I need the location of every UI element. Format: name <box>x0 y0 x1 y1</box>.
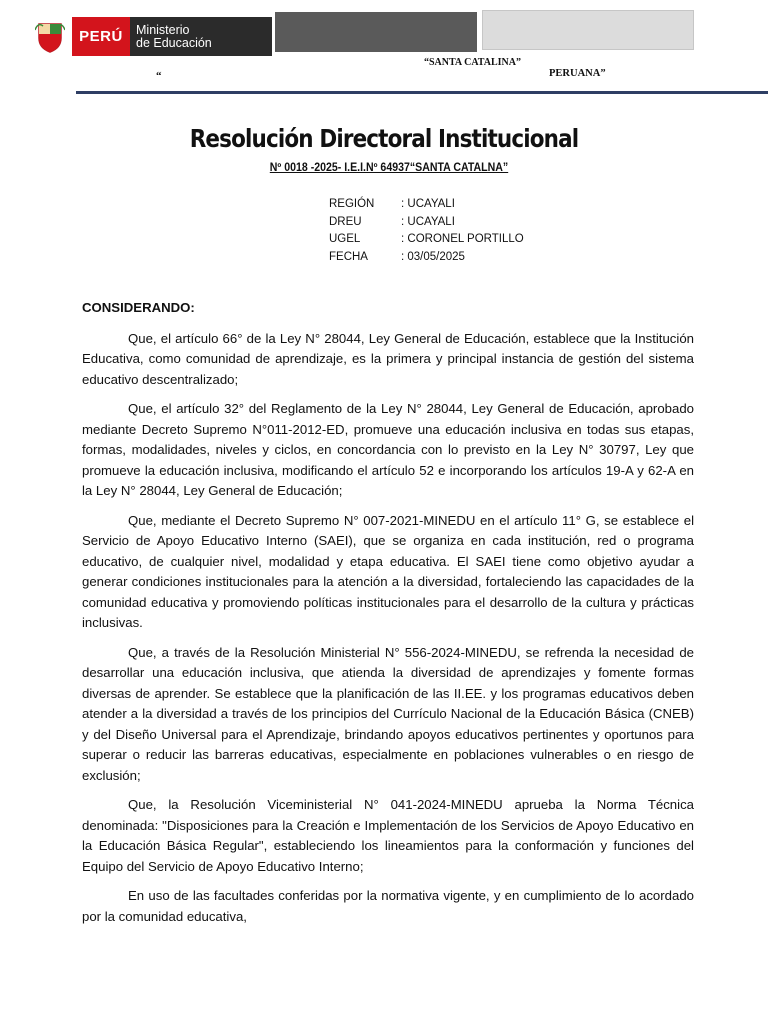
meta-value: : UCAYALI <box>401 215 455 228</box>
meta-row-ugel <box>329 231 524 249</box>
paragraph: En uso de las facultades conferidas por la normativa vigente, y en cumplimiento de lo acordado por la comunidad educativa, <box>82 888 694 924</box>
meta-key: REGIÓN <box>329 198 375 210</box>
document-body <box>82 298 694 936</box>
meta-key: DREU <box>329 215 362 228</box>
meta-key: FECHA <box>329 250 368 263</box>
header-school-name: “SANTA CATALINA” <box>424 57 521 68</box>
meta-row-date <box>329 249 524 267</box>
paragraph: Que, el artículo 32° del Reglamento de la Ley N° 28044, Ley General de Educación, aprobado mediante Decreto Supremo N°011-2012-ED, promueve una educación inclusiva en todas sus etapas, formas, modalidades, niveles y ciclos, en concordancia con lo previsto en la Ley N° 30797, Ley que promueve la educación inclusiva, modificando el artículo 52 e incorporando los artículos 19-A y 62-A en la Ley N° 28044, Ley General de Educación; <box>82 401 694 498</box>
paragraph: Que, la Resolución Viceministerial N° 041-2024-MINEDU aprueba la Norma Técnica denominada: "Disposiciones para la Creación e Implementación de los Servicios de Apoyo Educativo en la Educación Básica Regular", estableciendo los lineamientos para la conformación y funciones del Equipo del Servicio de Apoyo Educativo Interno; <box>82 797 694 874</box>
logo-country: PERÚ <box>72 17 130 56</box>
document-subtitle: Nº 0018 -2025- I.E.I.Nº 64937“SANTA CATALNA” <box>269 162 509 174</box>
logo-ministry-line2: de Educación <box>136 35 212 50</box>
meta-row-region <box>329 196 524 214</box>
section-heading: CONSIDERANDO: <box>82 300 195 315</box>
logo-ministry <box>130 17 272 56</box>
paragraph: Que, el artículo 66° de la Ley N° 28044, Ley General de Educación, establece que la Institución Educativa, como comunidad de aprendizaje, es la primera y principal instancia de gestión del sistema educativo descentralizado; <box>82 330 694 387</box>
meta-value: : 03/05/2025 <box>401 250 465 263</box>
header-quote-mark: “ <box>156 70 162 82</box>
paragraph: Que, a través de la Resolución Ministerial N° 556-2024-MINEDU, se refrenda la necesidad de desarrollar una educación inclusiva, que atienda la diversidad de aprendizajes y fomente formas diversas de aprender. Se establece que la planificación de las II.EE. y los programas educativos deben atender a la diversidad a través de los principios del Currículo Nacional de la Educación Básica (CNEB) y del Diseño Universal para el Aprendizaje, brindando apoyos educativos pertinentes y oportunos para superar o reducir las barreras educativas, especialmente en poblaciones vulnerables o en riesgo de exclusión; <box>82 644 694 783</box>
ministry-logo <box>28 17 272 56</box>
document-meta <box>329 196 524 266</box>
header-divider <box>76 91 768 94</box>
document-title: Resolución Directoral Institucional <box>189 124 579 153</box>
meta-key: UGEL <box>329 233 361 245</box>
meta-value: : UCAYALI <box>401 198 455 210</box>
header-banner-light <box>482 10 694 50</box>
meta-value: : CORONEL PORTILLO <box>401 233 524 245</box>
meta-row-dreu <box>329 214 524 232</box>
document-header <box>0 0 768 95</box>
paragraph: Que, mediante el Decreto Supremo N° 007-2021-MINEDU en el artículo 11° G, se establece el Servicio de Apoyo Educativo Interno (SAEI), que se organiza en cada institución, red o programa educativo, de cualquier nivel, modalidad y etapa educativa. El SAEI tiene como objetivo ayudar a generar condiciones institucionales para la atención a la diversidad, fortaleciendo las capacidades de la comunidad educativa y promoviendo políticas institucionales para el desarrollo de la cultura y prácticas inclusivas. <box>82 512 694 630</box>
header-country-tag: PERUANA” <box>549 68 606 79</box>
header-banner-dark <box>275 12 477 52</box>
logo-ministry-line1: Ministerio <box>136 22 190 37</box>
coat-of-arms-icon <box>28 17 72 56</box>
